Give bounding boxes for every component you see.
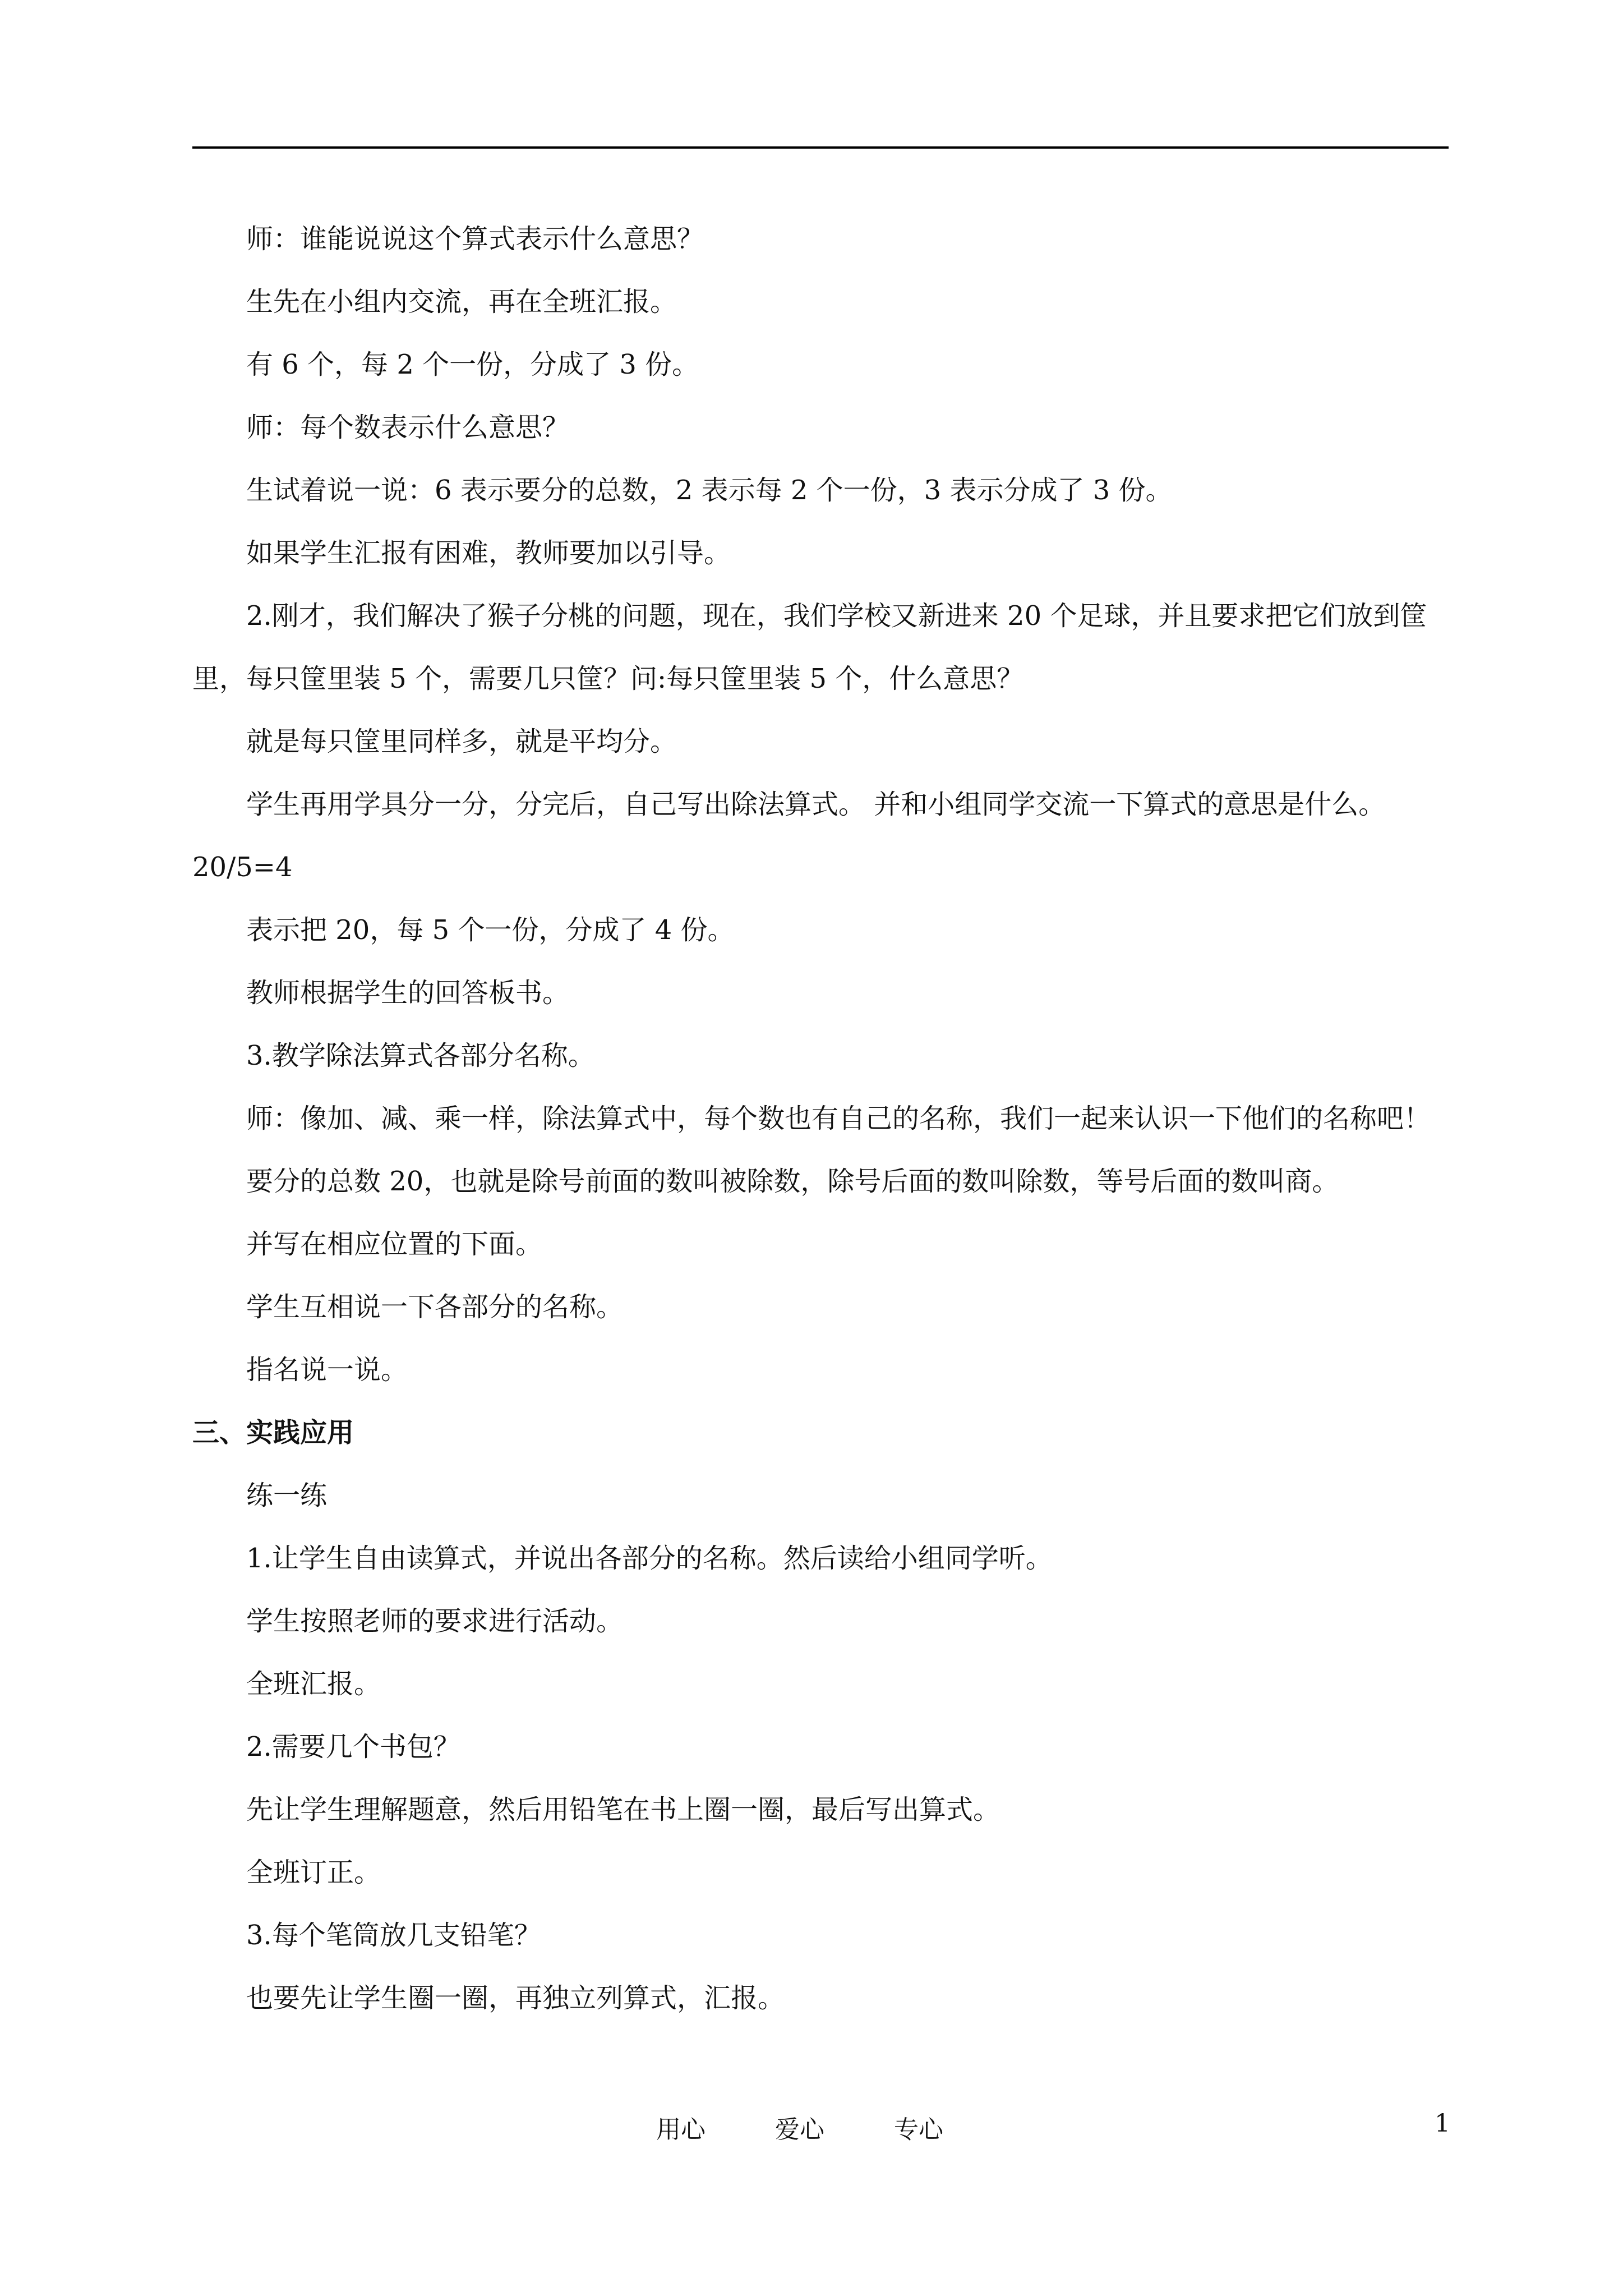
paragraph: 练一练 xyxy=(246,1480,328,1511)
footer-motto xyxy=(656,2109,1005,2145)
footer-motto-item: 专心 xyxy=(894,2115,943,2144)
paragraph: 也要先让学生圈一圈，再独立列算式，汇报。 xyxy=(246,1982,785,2014)
paragraph: 全班汇报。 xyxy=(246,1668,381,1700)
paragraph: 表示把 20，每 5 个一份，分成了 4 份。 xyxy=(246,914,735,946)
paragraph: 师：谁能说说这个算式表示什么意思？ xyxy=(246,223,704,255)
paragraph: 学生再用学具分一分，分完后，自己写出除法算式。 并和小组同学交流一下算式的意思是什么。 xyxy=(246,789,1386,820)
page-number: 1 xyxy=(1435,2109,1450,2138)
paragraph: 有 6 个，每 2 个一份，分成了 3 份。 xyxy=(246,349,699,380)
section-heading: 三、实践应用 xyxy=(192,1417,354,1448)
paragraph: 学生按照老师的要求进行活动。 xyxy=(246,1605,624,1637)
document-body xyxy=(192,208,1449,2030)
paragraph: 如果学生汇报有困难，教师要加以引导。 xyxy=(246,537,731,569)
paragraph: 学生互相说一下各部分的名称。 xyxy=(246,1291,624,1323)
paragraph: 2.刚才，我们解决了猴子分桃的问题，现在，我们学校又新进来 20 个足球，并且要求把它们放到筐里，每只筐里装 5 个，需要几只筐？问:每只筐里装 5 个，什么意思？ xyxy=(192,600,1427,694)
paragraph: 生先在小组内交流，再在全班汇报。 xyxy=(246,286,677,318)
paragraph: 教师根据学生的回答板书。 xyxy=(246,977,570,1009)
paragraph: 先让学生理解题意，然后用铅笔在书上圈一圈，最后写出算式。 xyxy=(246,1794,1000,1825)
page-footer xyxy=(0,2109,1623,2148)
footer-motto-item: 爱心 xyxy=(775,2115,824,2144)
paragraph: 3.教学除法算式各部分名称。 xyxy=(246,1040,595,1071)
paragraph: 全班订正。 xyxy=(246,1857,381,1888)
paragraph: 并写在相应位置的下面。 xyxy=(246,1228,543,1260)
paragraph: 1.让学生自由读算式，并说出各部分的名称。然后读给小组同学听。 xyxy=(246,1543,1053,1574)
header-rule xyxy=(192,146,1449,149)
paragraph: 3.每个笔筒放几支铅笔？ xyxy=(246,1920,541,1951)
paragraph: 指名说一说。 xyxy=(246,1354,408,1386)
formula-line: 20/5=4 xyxy=(192,852,293,883)
paragraph: 师：每个数表示什么意思？ xyxy=(246,412,570,443)
paragraph: 师：像加、减、乘一样，除法算式中，每个数也有自己的名称，我们一起来认识一下他们的名称吧！ xyxy=(246,1103,1431,1134)
paragraph: 要分的总数 20，也就是除号前面的数叫被除数，除号后面的数叫除数，等号后面的数叫商。 xyxy=(246,1166,1339,1197)
paragraph: 就是每只筐里同样多，就是平均分。 xyxy=(246,726,677,757)
paragraph: 2.需要几个书包？ xyxy=(246,1731,460,1763)
paragraph: 生试着说一说：6 表示要分的总数，2 表示每 2 个一份，3 表示分成了 3 份。 xyxy=(246,475,1173,506)
footer-motto-item: 用心 xyxy=(656,2115,706,2144)
